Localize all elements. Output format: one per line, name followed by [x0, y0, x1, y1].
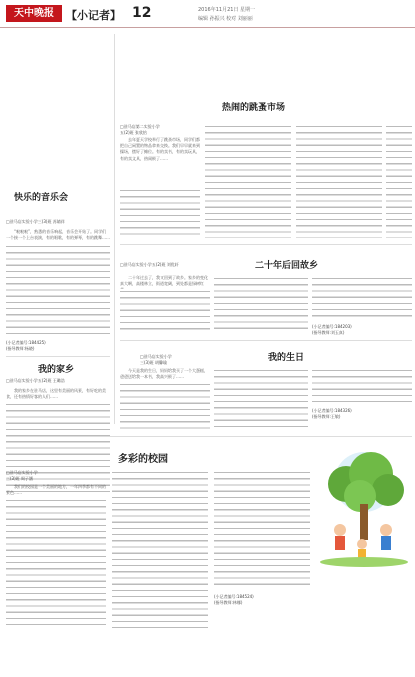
- section-title: 【小记者】: [66, 9, 121, 22]
- headline-my-hometown: 我的家乡: [38, 365, 75, 375]
- editors-line: 编辑 孙振兴 校对 刘丽丽: [198, 16, 253, 22]
- article-text: 我的家乡在驻马店，这里有美丽的风景，有好吃的美食，还有热情好客的人们……: [6, 388, 106, 400]
- headline-my-birthday: 我的生日: [268, 353, 305, 363]
- page-number: 12: [132, 5, 152, 21]
- section-divider: [6, 356, 110, 357]
- headline-snow-market: 热闹的跳蚤市场: [222, 103, 286, 113]
- text-block: [205, 124, 291, 238]
- article-text: 今天是我的生日，妈妈给我买了一个大蛋糕，爸爸送给我一本书，我高兴极了……: [120, 368, 208, 380]
- section-divider: [6, 436, 412, 437]
- section-divider: [120, 244, 412, 245]
- text-block: [120, 382, 210, 430]
- text-block: [112, 470, 208, 630]
- column-divider: [114, 34, 115, 424]
- article-text: “啦啦啦”，熟悉的音乐响起，音乐会开始了。同学们一个接一个上台表演，有的唱歌，有的弹琴，有的跳舞……: [6, 229, 110, 241]
- masthead: [0, 0, 415, 28]
- article-text: 二十年过去了，我又回到了故乡。家乡的变化真大啊，高楼林立，街道宽阔，到处都是绿树红: [120, 275, 208, 287]
- byline-music-meeting: □驻马店实验小学三(3)班 苏婧祥: [6, 219, 65, 224]
- article-text: 我们的校园是一个美丽的地方，一年四季都有不同的景色……: [6, 484, 106, 496]
- text-block: [312, 368, 412, 406]
- headline-music-meeting: 快乐的音乐会: [14, 193, 69, 203]
- byline-snow-market: □驻马店第二实验小学 五(2)班 张欣怡: [120, 124, 160, 135]
- text-block: [214, 368, 308, 430]
- section-divider: [120, 340, 412, 341]
- newspaper-logo: 天中晚报: [6, 5, 62, 22]
- children-tree-illustration: [316, 448, 412, 568]
- article-footer: (小记者编号:184326) (指导教师:王敏): [312, 408, 352, 419]
- article-text: 去年夏天学校举行了跳蚤市场，同学们都把自己闲置的物品拿来交换。我们早早就来到操场，摆好了摊位。有的卖书，有的卖玩具，有的卖文具，热闹极了……: [120, 137, 200, 161]
- text-block: [120, 289, 210, 334]
- byline-my-birthday: □驻马店实验小学 三(3)班 胡馨瑜: [140, 354, 172, 365]
- article-footer: (小记者编号:184524) (指导教师:林娜): [214, 594, 254, 605]
- article-footer: (小记者编号:184203) (指导教师:刘玉真): [312, 324, 352, 335]
- byline-campus: □驻马店实验小学 三(3)班 周子涵: [6, 470, 38, 481]
- byline-my-hometown: □驻马店实验小学五(2)班 王璐浩: [6, 378, 65, 383]
- issue-date: 2016年11月21日 星期一: [198, 7, 256, 13]
- text-block: [296, 124, 382, 238]
- headline-twenty-years: 二十年后回故乡: [255, 261, 319, 271]
- text-block: [120, 188, 200, 238]
- text-block: [6, 498, 106, 630]
- text-block: [6, 244, 110, 336]
- tree-icon: [316, 448, 412, 568]
- headline-campus: 多彩的校园: [118, 454, 168, 465]
- text-block: [386, 124, 412, 238]
- text-block: [214, 470, 310, 590]
- text-block: [312, 276, 412, 320]
- text-block: [214, 276, 308, 334]
- byline-twenty-years: □驻马店实验小学五(2)班 刘优轩: [120, 262, 179, 267]
- article-footer: (小记者编号:184425) (指导教师:杨晓): [6, 340, 46, 351]
